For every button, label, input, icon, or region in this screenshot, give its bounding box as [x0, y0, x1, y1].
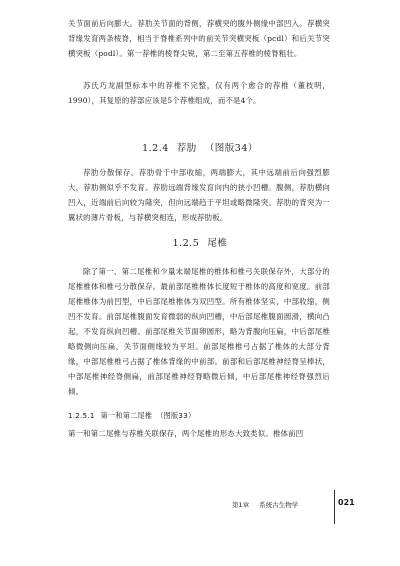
- section-number: 1.2.4: [142, 143, 169, 154]
- paragraph-sacral-count: 苏氏巧龙副型标本中的荐椎不完整，仅有两个愈合的荐椎（董枝明，1990），其复原的荐部应该是5个荐椎组成，而不是4个。: [68, 81, 330, 105]
- paragraph-caudal-vertebrae: 除了第一、第二尾椎和少量末端尾椎的椎体和椎弓关联保存外，大部分的尾椎椎体和椎弓分散保存。最前部尾椎椎体长度短于椎体的高度和宽度。前部尾椎椎体为前凹型，中后部尾椎椎体为双凹型。所有椎体坚实，中部收缩，侧凹不发育。前部尾椎腹面发育微弱的纵向凹槽，中后部尾椎腹面圆滑，横向凸起，不发育纵向凹槽。前部尾椎关节面卵圆形，略为背腹向压扁，中后部尾椎略微侧向压扁，关节面侧缘较为平坦。前部尾椎椎弓占据了椎体的大部分背缘，中部尾椎椎弓占据了椎体背缘的中前部。前部和后部尾椎神经脊呈棒状，中部尾椎神经脊侧扁，前部尾椎神经脊略微后倾，中后部尾椎神经脊强烈后倾。: [68, 267, 330, 396]
- subsection-number: 1.2.5.1: [68, 411, 95, 420]
- running-footer: [232, 500, 298, 509]
- page-number: 021: [338, 498, 355, 507]
- section-heading-sacral-ribs: [0, 140, 400, 154]
- plate-reference: （图版33）: [156, 411, 196, 420]
- subsection-title: 第一和第二尾椎: [100, 411, 153, 420]
- footer-chapter: 第1章: [232, 501, 250, 509]
- paragraph-first-second-caudal: 第一和第二尾椎与荐椎关联保存，两个尾椎的形态大致类似。椎体前凹: [68, 429, 304, 438]
- plate-reference: （图版34）: [204, 143, 258, 154]
- section-number: 1.2.5: [172, 238, 200, 249]
- paragraph-sacral-ridges: 关节面前后向膨大。荐肋关节面的背侧，荐横突的腹外侧缘中部凹入。荐横突背缘发育两条棱脊，相当于脊椎系列中的前关节突横突板（pcdl）和后关节突横突板（podl）。第一荐椎的棱脊尖锐，第二至第五荐椎的棱脊粗壮。: [68, 19, 330, 58]
- footer-section: 系统古生物学: [259, 501, 299, 509]
- section-title: 尾椎: [207, 238, 228, 249]
- subsection-heading-first-second-caudal: [68, 411, 195, 421]
- section-heading-caudal-vertebrae: [0, 235, 400, 249]
- footer-divider: [334, 490, 335, 524]
- paragraph-sacral-ribs: 荐肋分散保存。荐肋骨干中部收缩，两端膨大，其中远端前后向强烈膨大，荐肋侧似乎不发育。荐肋远端背缘发育向内的狭小凹槽。腹侧，荐肋横向凹入，近端前后向较为隆突，但向远端趋于平坦或略微隆突。荐肋的背突为一翼状的薄片骨板，与荐横突相连，形成荐肋板。: [68, 168, 330, 222]
- section-title: 荐肋: [176, 143, 197, 154]
